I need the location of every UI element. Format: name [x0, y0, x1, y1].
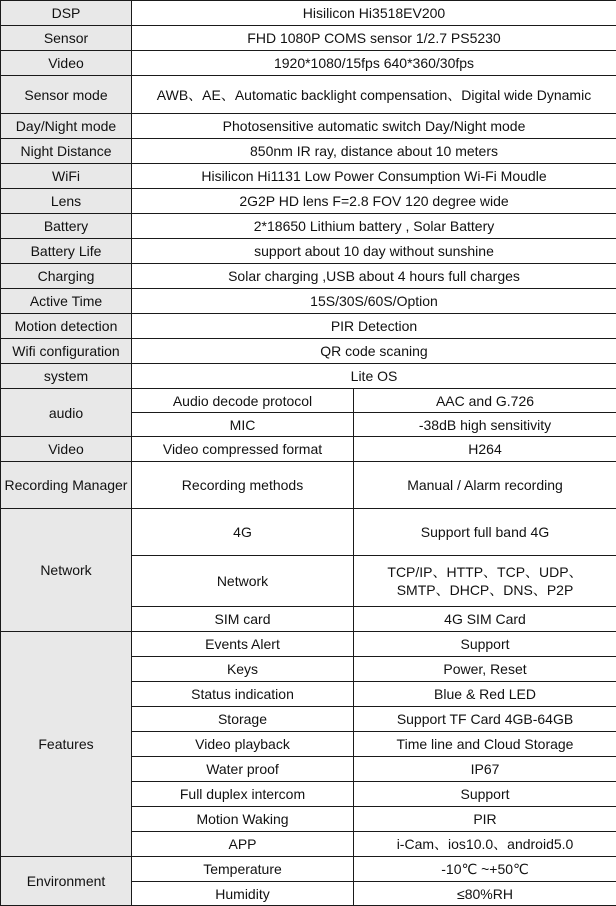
- row-value: AWB、AE、Automatic backlight compensation、Digital wide Dynamic: [132, 76, 616, 114]
- sub-name: 4G: [132, 509, 354, 556]
- sub-value: Manual / Alarm recording: [354, 462, 616, 509]
- sub-name: APP: [132, 832, 354, 857]
- row-label: Battery Life: [1, 239, 132, 264]
- sub-name: Keys: [132, 657, 354, 682]
- row-label: Recording Manager: [1, 462, 132, 509]
- sub-value: Blue & Red LED: [354, 682, 616, 707]
- sub-value: i-Cam、ios10.0、android5.0: [354, 832, 616, 857]
- sub-value: AAC and G.726: [354, 389, 616, 413]
- row-value: Hisilicon Hi3518EV200: [132, 1, 616, 26]
- sub-name: Water proof: [132, 757, 354, 782]
- spec-row-system: [1, 364, 616, 389]
- row-label: WiFi: [1, 164, 132, 189]
- row-label: Motion detection: [1, 314, 132, 339]
- sub-value: -38dB high sensitivity: [354, 413, 616, 437]
- sub-name: Humidity: [132, 882, 354, 906]
- row-label: Lens: [1, 189, 132, 214]
- spec-row-environment: [1, 857, 616, 882]
- sub-value: Time line and Cloud Storage: [354, 732, 616, 757]
- sub-value: Support: [354, 782, 616, 807]
- sub-name: SIM card: [132, 607, 354, 632]
- spec-row-lens: [1, 189, 616, 214]
- group-label-audio: audio: [1, 389, 132, 437]
- row-label: Sensor: [1, 26, 132, 51]
- row-value: 850nm IR ray, distance about 10 meters: [132, 139, 616, 164]
- sub-name: Video playback: [132, 732, 354, 757]
- row-label: system: [1, 364, 132, 389]
- spec-row-motion-detection: [1, 314, 616, 339]
- row-value: support about 10 day without sunshine: [132, 239, 616, 264]
- spec-row-night-distance: [1, 139, 616, 164]
- row-label: Battery: [1, 214, 132, 239]
- spec-row-features: [1, 632, 616, 657]
- sub-name: Motion Waking: [132, 807, 354, 832]
- spec-row-wifi: [1, 164, 616, 189]
- row-value: Photosensitive automatic switch Day/Night mode: [132, 114, 616, 139]
- spec-row-battery: [1, 214, 616, 239]
- spec-row-audio: [1, 389, 616, 413]
- row-value: Solar charging ,USB about 4 hours full charges: [132, 264, 616, 289]
- spec-row-active-time: [1, 289, 616, 314]
- row-label: Video: [1, 437, 132, 462]
- sub-value: ≤80%RH: [354, 882, 616, 906]
- spec-row-video-format: [1, 437, 616, 462]
- sub-value: TCP/IP、HTTP、TCP、UDP、SMTP、DHCP、DNS、P2P: [354, 556, 616, 607]
- sub-name: Video compressed format: [132, 437, 354, 462]
- spec-row-day-night: [1, 114, 616, 139]
- sub-name: Full duplex intercom: [132, 782, 354, 807]
- row-value: Hisilicon Hi1131 Low Power Consumption Wi-Fi Moudle: [132, 164, 616, 189]
- group-label-features: Features: [1, 632, 132, 857]
- row-value: PIR Detection: [132, 314, 616, 339]
- row-value: FHD 1080P COMS sensor 1/2.7 PS5230: [132, 26, 616, 51]
- spec-row-wifi-config: [1, 339, 616, 364]
- row-value: 1920*1080/15fps 640*360/30fps: [132, 51, 616, 76]
- sub-name: Recording methods: [132, 462, 354, 509]
- row-value: Lite OS: [132, 364, 616, 389]
- group-label-environment: Environment: [1, 857, 132, 906]
- sub-value: Support full band 4G: [354, 509, 616, 556]
- spec-row-video: [1, 51, 616, 76]
- row-label: Day/Night mode: [1, 114, 132, 139]
- sub-name: Temperature: [132, 857, 354, 882]
- spec-row-recording: [1, 462, 616, 509]
- row-label: Wifi configuration: [1, 339, 132, 364]
- row-label: Sensor mode: [1, 76, 132, 114]
- sub-value: PIR: [354, 807, 616, 832]
- sub-value: 4G SIM Card: [354, 607, 616, 632]
- sub-name: MIC: [132, 413, 354, 437]
- sub-value: H264: [354, 437, 616, 462]
- sub-value: -10℃ ~+50℃: [354, 857, 616, 882]
- spec-row-battery-life: [1, 239, 616, 264]
- group-label-network: Network: [1, 509, 132, 632]
- sub-value: Support: [354, 632, 616, 657]
- row-value: QR code scaning: [132, 339, 616, 364]
- sub-name: Network: [132, 556, 354, 607]
- spec-row-network: [1, 509, 616, 556]
- sub-value: IP67: [354, 757, 616, 782]
- row-value: 2G2P HD lens F=2.8 FOV 120 degree wide: [132, 189, 616, 214]
- row-value: 2*18650 Lithium battery , Solar Battery: [132, 214, 616, 239]
- sub-name: Events Alert: [132, 632, 354, 657]
- row-label: DSP: [1, 1, 132, 26]
- spec-row-dsp: [1, 1, 616, 26]
- row-label: Night Distance: [1, 139, 132, 164]
- sub-name: Status indication: [132, 682, 354, 707]
- sub-value: Power, Reset: [354, 657, 616, 682]
- spec-row-sensor: [1, 26, 616, 51]
- row-label: Active Time: [1, 289, 132, 314]
- row-value: 15S/30S/60S/Option: [132, 289, 616, 314]
- spec-row-charging: [1, 264, 616, 289]
- sub-name: Audio decode protocol: [132, 389, 354, 413]
- sub-name: Storage: [132, 707, 354, 732]
- row-label: Charging: [1, 264, 132, 289]
- row-label: Video: [1, 51, 132, 76]
- spec-row-sensor-mode: [1, 76, 616, 114]
- sub-value: Support TF Card 4GB-64GB: [354, 707, 616, 732]
